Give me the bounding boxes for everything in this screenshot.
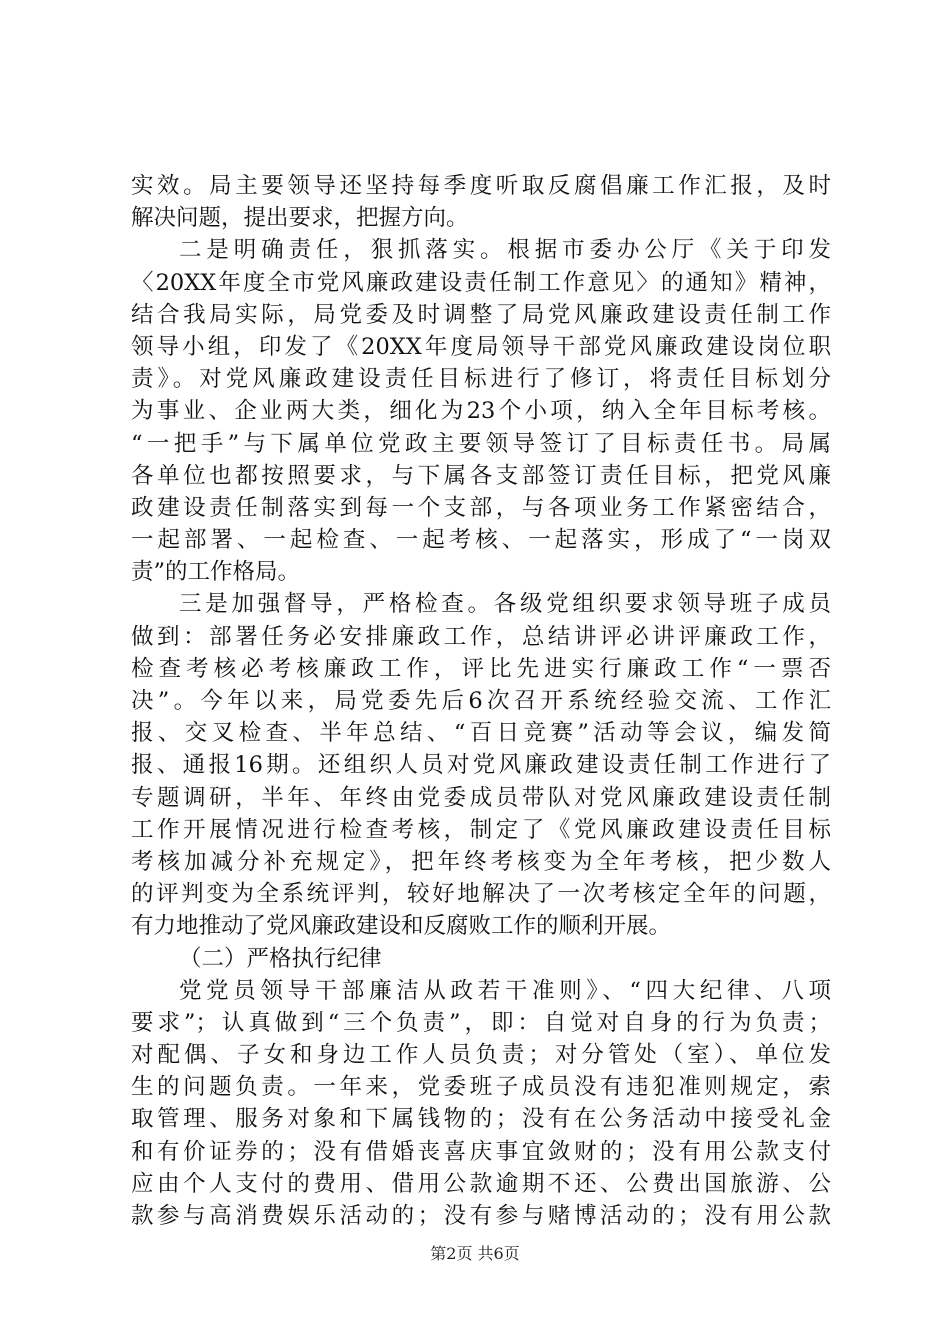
text-line: 应由个人支付的费用、借用公款逾期不还、公费出国旅游、公	[131, 1170, 831, 1197]
text-line: 考核加减分补充规定》，把年终考核变为全年考核，把少数人	[131, 848, 831, 875]
text-line: 解决问题，提出要求，把握方向。	[131, 205, 469, 232]
text-line: 各单位也都按照要求，与下属各支部签订责任目标，把党风廉	[131, 462, 831, 489]
text-line: 为事业、企业两大类，细化为23个小项，纳入全年目标考核。	[131, 398, 831, 425]
text-line: 责》。对党风廉政建设责任目标进行了修订，将责任目标划分	[131, 366, 831, 393]
text-line: 报、交叉检查、半年总结、“百日竞赛”活动等会议，编发简	[131, 720, 831, 747]
text-line: 结合我局实际，局党委及时调整了局党风廉政建设责任制工作	[131, 301, 831, 328]
text-line: 报、通报16期。还组织人员对党风廉政建设责任制工作进行了	[131, 752, 831, 779]
document-body	[131, 170, 831, 1232]
text-line: 有力地推动了党风廉政建设和反腐败工作的顺利开展。	[131, 913, 672, 940]
text-line: 工作开展情况进行检查考核，制定了《党风廉政建设责任目标	[131, 816, 831, 843]
text-line: 党党员领导干部廉洁从政若干准则》、“四大纪律、八项	[179, 977, 831, 1004]
text-line: 做到：部署任务必安排廉政工作，总结讲评必讲评廉政工作，	[131, 623, 831, 650]
text-line: 三是加强督导，严格检查。各级党组织要求领导班子成员	[179, 591, 831, 618]
text-line: 检查考核必考核廉政工作，评比先进实行廉政工作“一票否	[131, 655, 831, 682]
text-line: 取管理、服务对象和下属钱物的；没有在公务活动中接受礼金	[131, 1106, 831, 1133]
text-line: 和有价证券的；没有借婚丧喜庆事宜敛财的；没有用公款支付	[131, 1138, 831, 1165]
text-line: 一起部署、一起检查、一起考核、一起落实，形成了“一岗双	[131, 527, 831, 554]
text-line: 实效。局主要领导还坚持每季度听取反腐倡廉工作汇报，及时	[131, 173, 831, 199]
text-line: 要求”；认真做到“三个负责”，即：自觉对自身的行为负责；	[131, 1009, 831, 1036]
text-line: 责”的工作格局。	[131, 559, 301, 586]
text-line: 对配偶、子女和身边工作人员负责；对分管处（室）、单位发	[131, 1042, 831, 1069]
page-footer: 第2页 共6页	[430, 1244, 520, 1263]
text-line: 领导小组，印发了《20XX年度局领导干部党风廉政建设岗位职	[131, 333, 831, 360]
text-line: “一把手”与下属单位党政主要领导签订了目标责任书。局属	[131, 430, 831, 457]
text-line: （二）严格执行纪律	[179, 945, 382, 972]
text-line: 的评判变为全系统评判，较好地解决了一次考核定全年的问题，	[131, 881, 831, 908]
text-line: 专题调研，半年、年终由党委成员带队对党风廉政建设责任制	[131, 784, 831, 811]
text-line: 政建设责任制落实到每一个支部，与各项业务工作紧密结合，	[131, 494, 831, 521]
text-line: 二是明确责任，狠抓落实。根据市委办公厅《关于印发	[179, 237, 831, 264]
text-line: 款参与高消费娱乐活动的；没有参与赌博活动的；没有用公款	[131, 1203, 831, 1229]
text-line: 生的问题负责。一年来，党委班子成员没有违犯准则规定，索	[131, 1074, 831, 1101]
text-line: 〈20XX年度全市党风廉政建设责任制工作意见〉的通知》精神，	[131, 269, 831, 296]
text-line: 决”。今年以来，局党委先后6次召开系统经验交流、工作汇	[131, 688, 831, 714]
